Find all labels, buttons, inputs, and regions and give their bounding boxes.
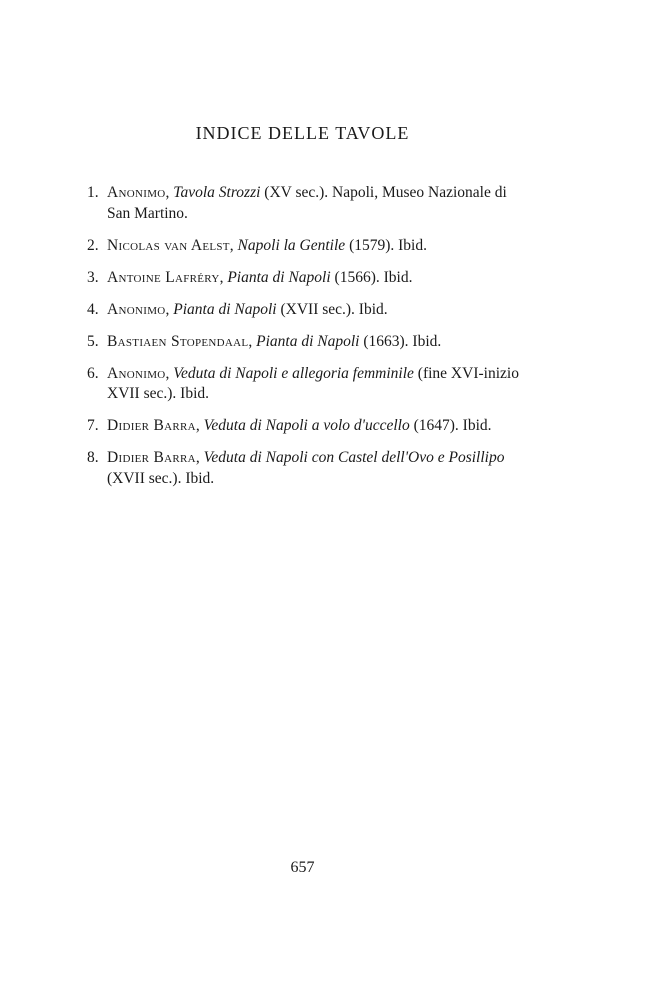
entry-work: Pianta di Napoli — [173, 300, 277, 318]
entry-details: (XVII sec.). Ibid. — [107, 469, 215, 487]
entry-separator: , — [248, 332, 257, 350]
entry-work: Veduta di Napoli e allegoria femminile — [173, 364, 414, 382]
entry-work: Pianta di Napoli — [256, 332, 360, 350]
entry-work: Veduta di Napoli a volo d'uccello — [203, 417, 410, 434]
entry-number: 1. — [87, 184, 99, 201]
list-item — [87, 268, 519, 289]
entry-details: (1647). Ibid. — [409, 417, 492, 434]
entry-work: Pianta di Napoli — [227, 268, 331, 286]
list-item — [87, 183, 519, 224]
entry-separator: , — [195, 449, 204, 466]
list-item — [87, 448, 519, 489]
entry-work: Tavola Strozzi — [173, 184, 261, 201]
page-title: INDICE DELLE TAVOLE — [195, 123, 410, 143]
entry-number: 3. — [87, 268, 99, 286]
entry-number: 8. — [87, 449, 99, 466]
list-item — [87, 300, 519, 321]
entry-details: (1566). Ibid. — [330, 268, 413, 286]
entry-number: 6. — [87, 364, 99, 382]
entry-separator: , — [219, 268, 228, 286]
entry-work: Veduta di Napoli con Castel dell'Ovo e Posillipo — [203, 449, 505, 466]
entry-author: Nicolas van Aelst — [107, 236, 230, 254]
entry-number: 5. — [87, 332, 99, 350]
entry-separator: , — [165, 364, 174, 382]
entry-separator: , — [229, 236, 238, 254]
entry-details: (XVII sec.). Ibid. — [276, 300, 388, 318]
entry-number: 7. — [87, 417, 99, 434]
entry-author: Didier Barra — [107, 449, 196, 466]
entry-work: Napoli la Gentile — [237, 236, 346, 254]
entry-number: 2. — [87, 236, 99, 254]
entry-details: (fine XVI-inizio XVII sec.). Ibid. — [107, 364, 519, 402]
plates-list — [87, 183, 519, 501]
entry-author: Anonimo — [107, 300, 166, 318]
entry-author: Bastiaen Stopendaal — [107, 332, 249, 350]
list-item — [87, 416, 519, 437]
list-item — [87, 236, 519, 257]
entry-number: 4. — [87, 300, 99, 318]
entry-author: Anonimo — [107, 364, 166, 382]
entry-details: (1579). Ibid. — [345, 236, 427, 254]
entry-author: Antoine Lafréry — [107, 268, 220, 286]
page-number: 657 — [290, 859, 315, 876]
list-item — [87, 332, 519, 353]
entry-author: Didier Barra — [107, 417, 196, 434]
entry-details: (1663). Ibid. — [359, 332, 442, 350]
entry-separator: , — [165, 184, 174, 201]
list-item — [87, 364, 519, 405]
entry-author: Anonimo — [107, 184, 166, 201]
entry-details: (XV sec.). Napoli, Museo Nazionale di San Martino. — [107, 184, 507, 222]
entry-separator: , — [195, 417, 204, 434]
entry-separator: , — [165, 300, 174, 318]
